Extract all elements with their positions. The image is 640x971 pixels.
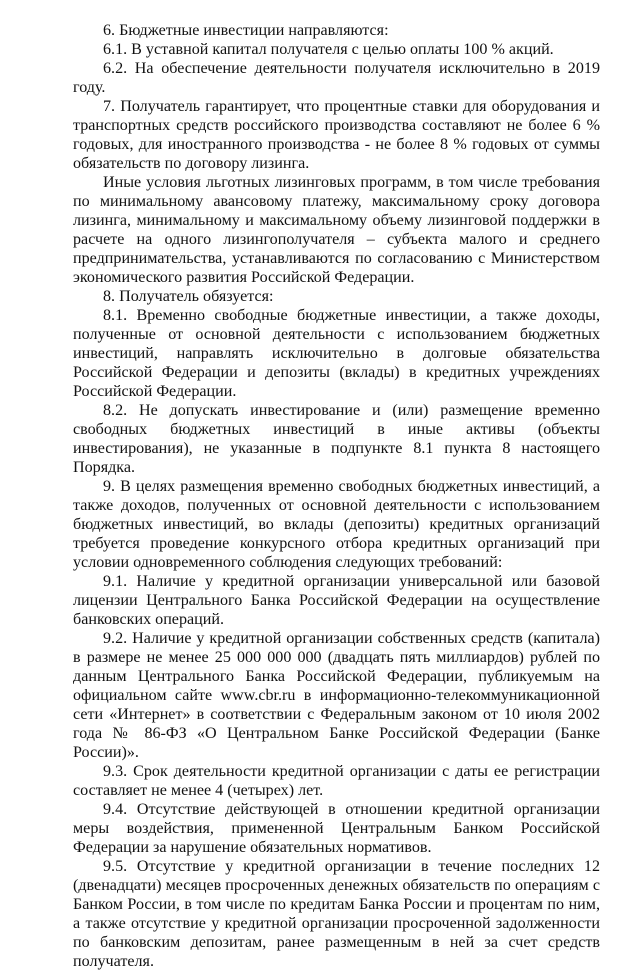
paragraph-9-1: 9.1. Наличие у кредитной организации универсальной или базовой лицензии Центрального Банка Российской Федерации на осуществление банковских операций. bbox=[73, 573, 600, 628]
paragraph-7: 7. Получатель гарантирует, что процентные ставки для оборудования и транспортных средств российского производства составляют не более 6 % годовых, для иностранного производства - не более 8 % годовых от суммы обязательств по договору лизинга. bbox=[73, 98, 600, 172]
paragraph-9-2: 9.2. Наличие у кредитной организации собственных средств (капитала) в размере не менее 25 000 000 000 (двадцать пять миллиардов) рублей по данным Центрального Банка Российской Федерации, публикуемым на официальном сайте www.cbr.ru в информационно-телекоммуникационной сети «Интернет» в соответствии с Федеральным законом от 10 июля 2002 года № 86-ФЗ «О Центральном Банке Российской Федерации (Банке России)». bbox=[73, 630, 600, 761]
paragraph-9-4: 9.4. Отсутствие действующей в отношении кредитной организации меры воздействия, примененной Центральным Банком Российской Федерации за нарушение обязательных нормативов. bbox=[73, 801, 600, 856]
paragraph-9: 9. В целях размещения временно свободных бюджетных инвестиций, а также доходов, полученных от основной деятельности с использованием бюджетных инвестиций, во вклады (депозиты) кредитных организаций требуется проведение конкурсного отбора кредитных организаций при условии одновременного соблюдения следующих требований: bbox=[73, 478, 600, 571]
paragraph-leasing-conditions: Иные условия льготных лизинговых программ, в том числе требования по минимальному авансовому платежу, максимальному сроку договора лизинга, минимальному и максимальному объему лизинговой поддержки в расчете на одного лизингополучателя – субъекта малого и среднего предпринимательства, устанавливаются по согласованию с Министерством экономического развития Российской Федерации. bbox=[73, 174, 600, 286]
paragraph-8: 8. Получатель обязуется: bbox=[103, 288, 274, 305]
paragraph-8-2: 8.2. Не допускать инвестирование и (или) размещение временно свободных бюджетных инвестиций в иные активы (объекты инвестирования), не указанные в подпункте 8.1 пункта 8 настоящего Порядка. bbox=[73, 402, 600, 476]
paragraph-6: 6. Бюджетные инвестиции направляются: bbox=[103, 22, 389, 39]
paragraph-6-2: 6.2. На обеспечение деятельности получателя исключительно в 2019 году. bbox=[73, 60, 600, 96]
paragraph-9-5: 9.5. Отсутствие у кредитной организации в течение последних 12 (двенадцати) месяцев просроченных денежных обязательств по операциям с Банком России, в том числе по кредитам Банка России и процентам по ним, а также отсутствие у кредитной организации просроченной задолженности по банковским депозитам, ранее размещенным в ней за счет средств получателя. bbox=[73, 858, 600, 970]
paragraph-8-1: 8.1. Временно свободные бюджетные инвестиции, а также доходы, полученные от основной деятельности с использованием бюджетных инвестиций, направлять исключительно в долговые обязательства Российской Федерации и депозиты (вклады) в кредитных учреждениях Российской Федерации. bbox=[73, 307, 600, 400]
paragraph-6-1: 6.1. В уставной капитал получателя с целью оплаты 100 % акций. bbox=[103, 41, 554, 58]
paragraph-9-3: 9.3. Срок деятельности кредитной организации с даты ее регистрации составляет не менее 4 (четырех) лет. bbox=[73, 763, 600, 799]
